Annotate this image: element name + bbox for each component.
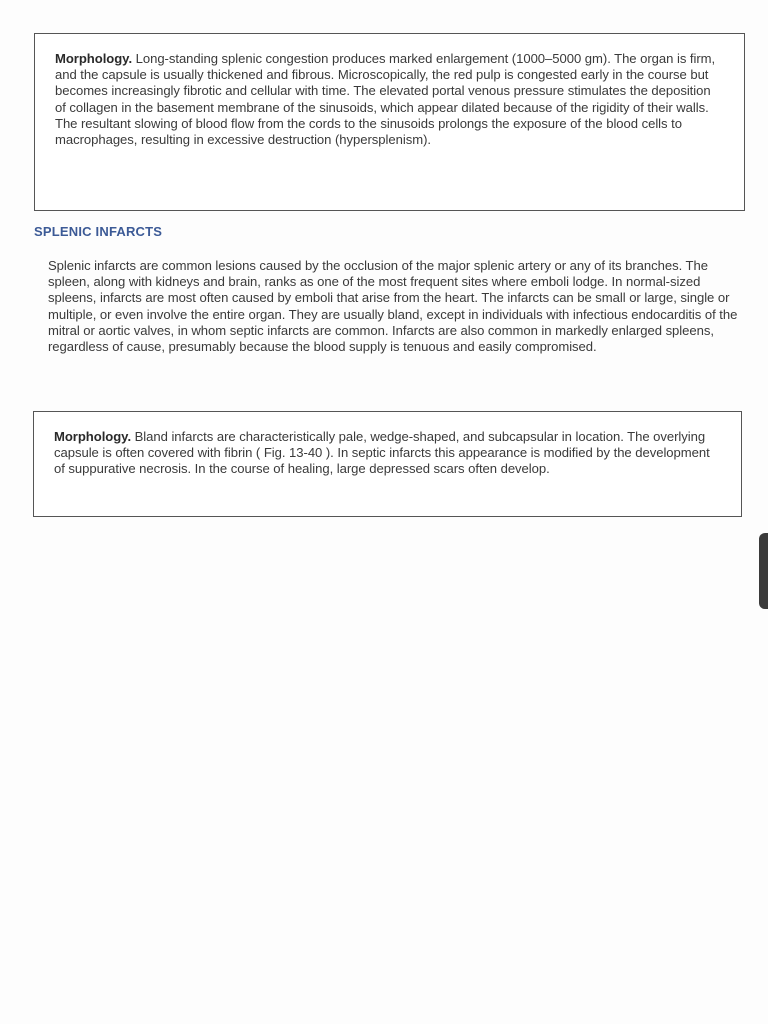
morphology-box-infarcts	[33, 411, 742, 517]
morphology-paragraph-congestion	[55, 51, 724, 148]
morphology-lead: Morphology.	[55, 51, 133, 66]
section-body-paragraph: Splenic infarcts are common lesions caused by the occlusion of the major splenic artery or any of its branches. The spleen, along with kidneys and brain, ranks as one of the most frequent sites where emboli lodge. In normal-sized spleens, infarcts are most often caused by emboli that arise from the heart. The infarcts can be small or large, single or multiple, or even involve the entire organ. They are usually bland, except in individuals with infectious endocarditis of the mitral or aortic valves, in whom septic infarcts are common. Infarcts are also common in markedly enlarged spleens, regardless of cause, presumably because the blood supply is tenuous and easily compromised.	[48, 258, 738, 355]
section-heading: SPLENIC INFARCTS	[34, 224, 163, 239]
morphology-paragraph-infarcts	[54, 429, 721, 478]
morphology-box-congestion	[34, 33, 745, 211]
morphology-text: Long-standing splenic congestion produces marked enlargement (1000–5000 gm). The organ is firm, and the capsule is usually thickened and fibrous. Microscopically, the red pulp is congested early in the course but becomes increasingly fibrotic and cellular with time. The elevated portal venous pressure stimulates the deposition of collagen in the basement membrane of the sinusoids, which appear dilated because of the rigidity of their walls. The resultant slowing of blood flow from the cords to the sinusoids prolongs the exposure of the blood cells to macrophages, resulting in excessive destruction (hypersplenism).	[55, 51, 716, 148]
morphology-lead: Morphology.	[54, 429, 132, 444]
side-tab-handle[interactable]	[759, 533, 768, 609]
morphology-text: Bland infarcts are characteristically pale, wedge-shaped, and subcapsular in location. The overlying capsule is often covered with fibrin ( Fig. 13-40 ). In septic infarcts this appearance is modified by the development of suppurative necrosis. In the course of healing, large depressed scars often develop.	[54, 429, 710, 477]
